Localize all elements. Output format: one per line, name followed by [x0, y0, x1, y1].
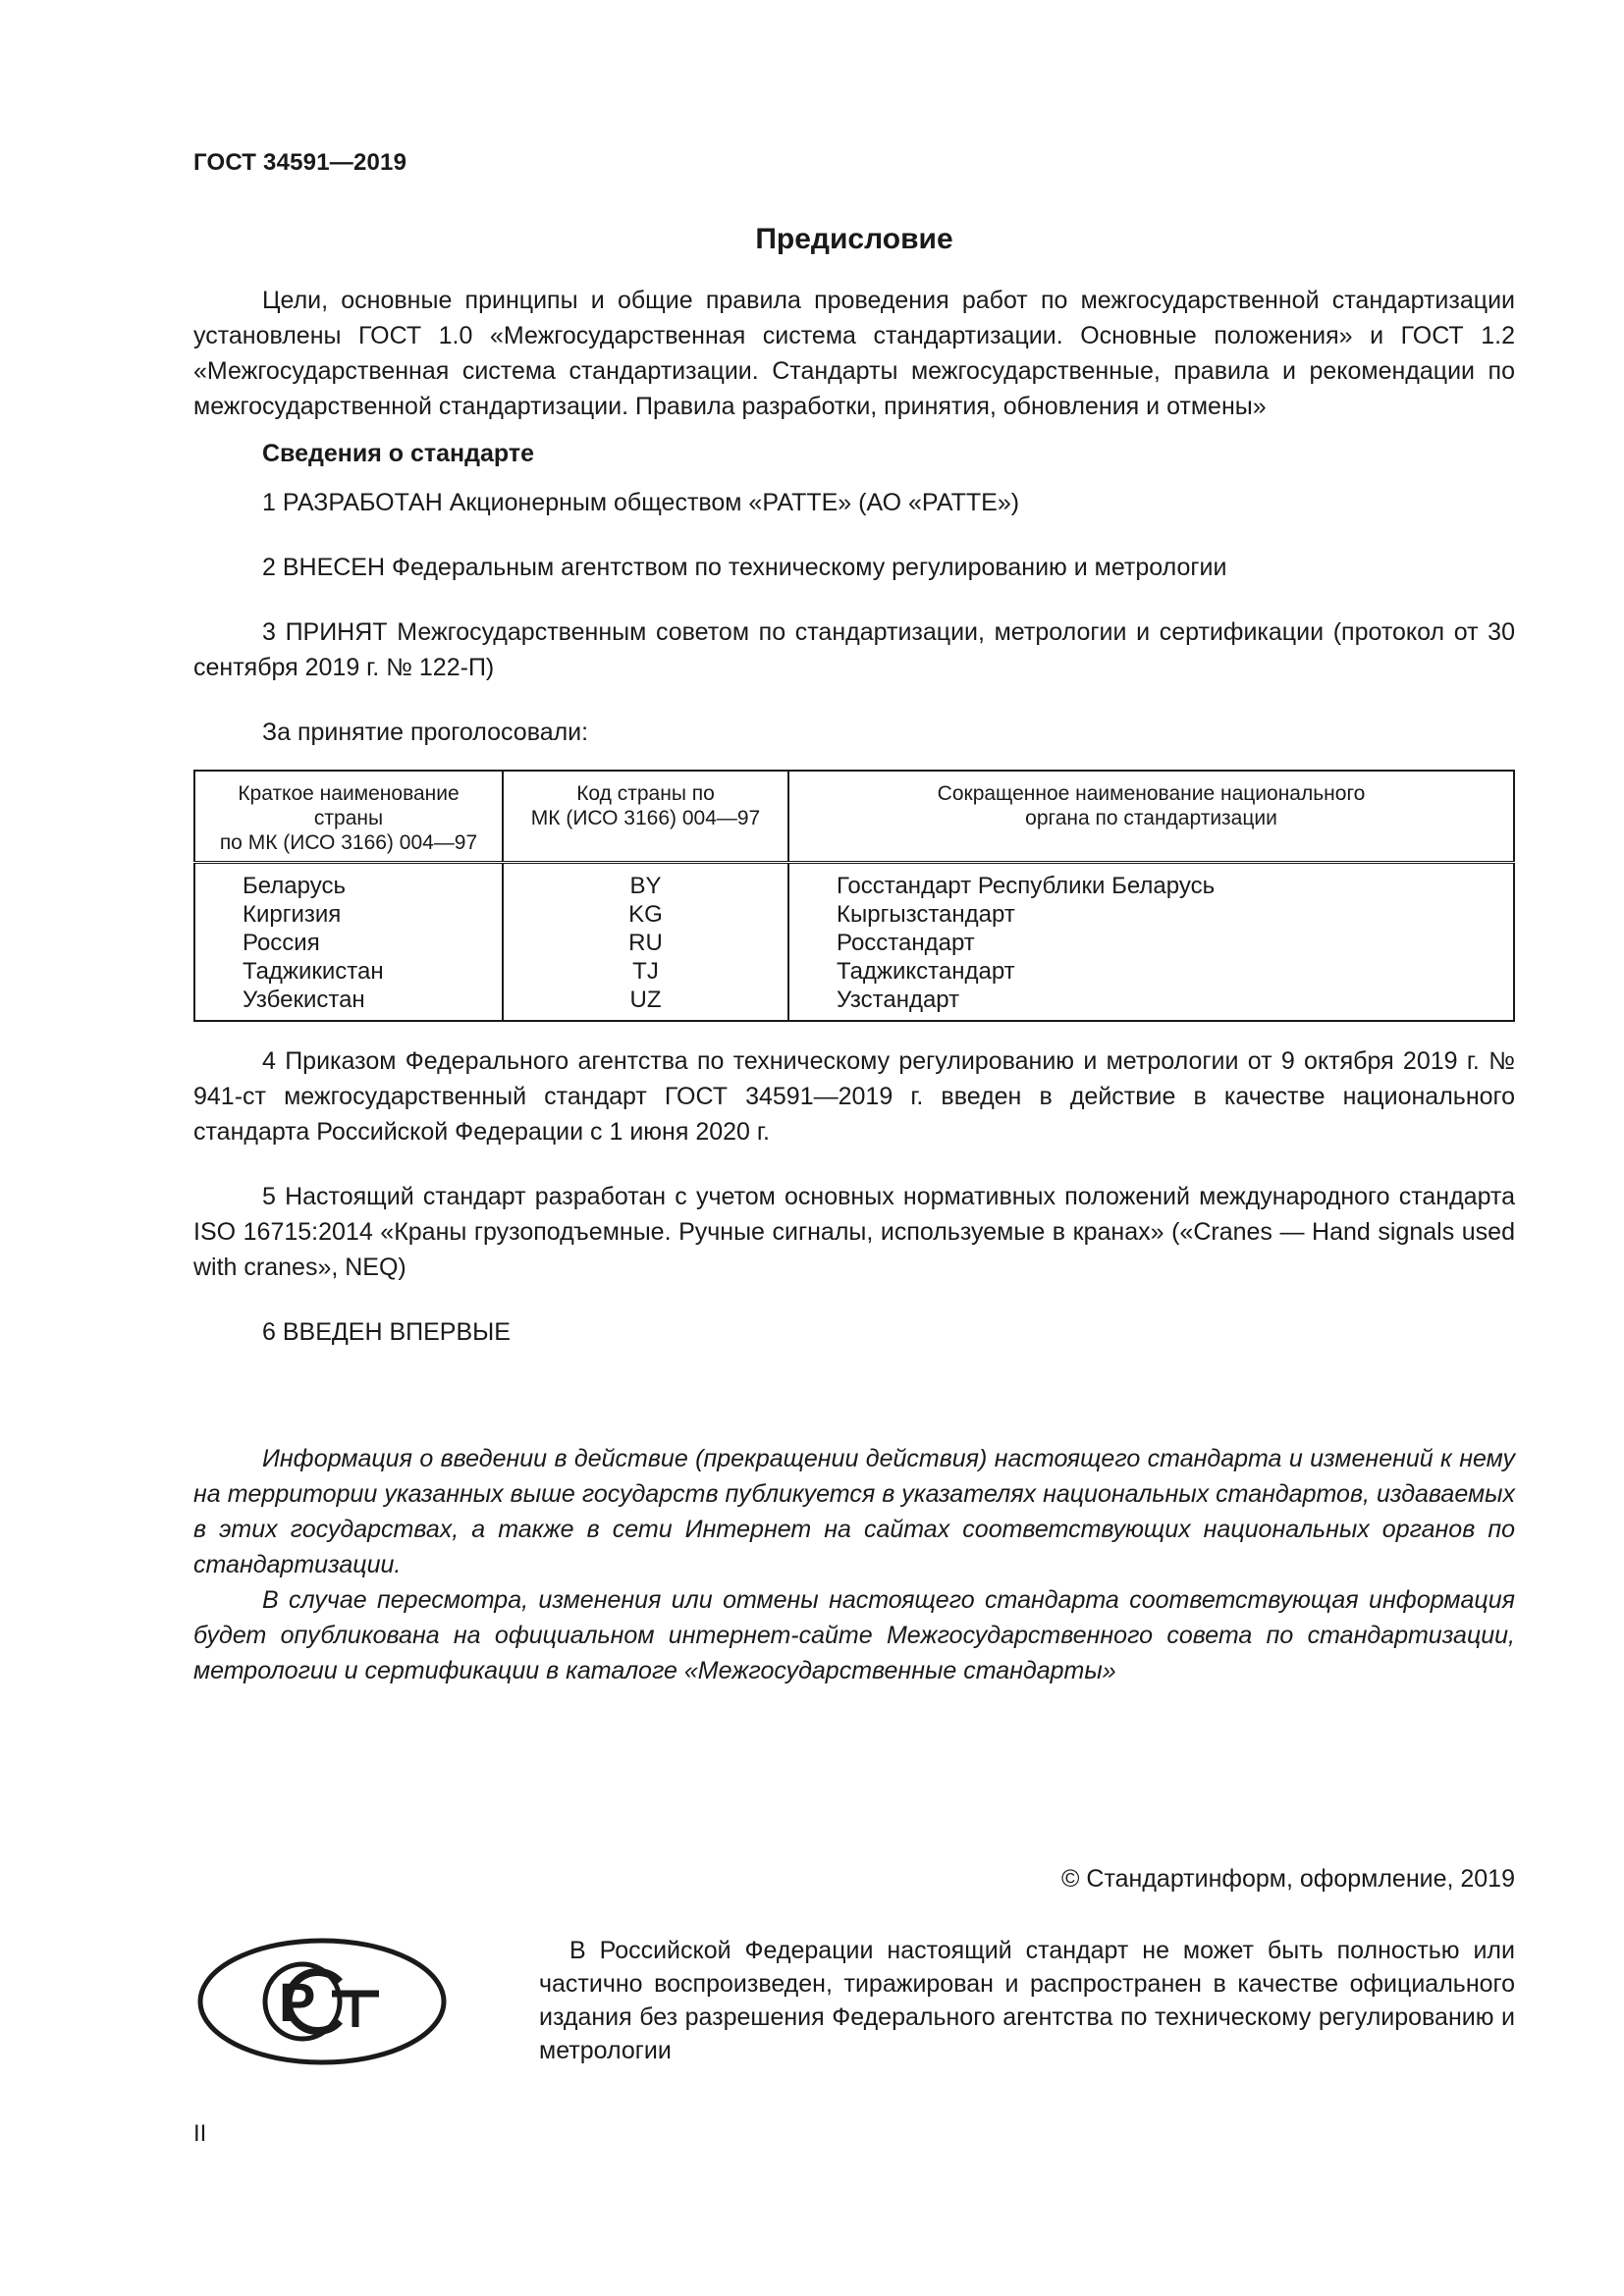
voted-label: За принятие проголосовали:: [262, 719, 589, 746]
table-row: [194, 957, 1514, 986]
item-1: 1 РАЗРАБОТАН Акционерным обществом «РАТТЕ» (АО «РАТТЕ»): [262, 489, 1020, 516]
table-row: [194, 929, 1514, 957]
item-2: 2 ВНЕСЕН Федеральным агентством по техническому регулированию и метрологии: [262, 554, 1227, 581]
gost-r-mark-icon: [196, 1937, 448, 2071]
body-cell: Узстандарт: [837, 987, 960, 1013]
document-id: ГОСТ 34591—2019: [193, 149, 407, 176]
table-header-row: [194, 771, 1514, 863]
rights-notice: В Российской Федерации настоящий стандарт не может быть полностью или частично воспроизведен, тиражирован и распространен в качестве официального издания без разрешения Федерального агентства по техническому регулированию и метрологии: [539, 1937, 1515, 2064]
notice-paragraph-2: В случае пересмотра, изменения или отмены настоящего стандарта соответствующая информация будет опубликована на официальном интернет-сайте Межгосударственного совета по стандартизации, метрологии и сертификации в каталоге «Межгосударственные стандарты»: [193, 1586, 1515, 1684]
country-cell: Россия: [194, 929, 503, 957]
foreword-section: [193, 220, 1515, 1350]
page-title: Предисловие: [755, 223, 953, 255]
item-6: 6 ВВЕДЕН ВПЕРВЫЕ: [262, 1318, 511, 1346]
country-cell: Киргизия: [194, 900, 503, 929]
code-cell: TJ: [503, 957, 788, 986]
body-cell: Росстандарт: [837, 930, 975, 956]
item-3: 3 ПРИНЯТ Межгосударственным советом по стандартизации, метрологии и сертификации (протокол от 30 сентября 2019 г. № 122-П): [193, 618, 1515, 681]
country-cell: Таджикистан: [194, 957, 503, 986]
intro-paragraph: Цели, основные принципы и общие правила проведения работ по межгосударственной стандартизации установлены ГОСТ 1.0 «Межгосударственная система стандартизации. Основные положения» и ГОСТ 1.2 «Межгосударственная система стандартизации. Стандарты межгосударственные, правила и рекомендации по межгосударственной стандартизации. Правила разработки, принятия, обновления и отмены»: [193, 287, 1515, 420]
country-cell: Узбекистан: [194, 986, 503, 1021]
code-cell: RU: [503, 929, 788, 957]
voting-table: [193, 770, 1515, 1022]
code-cell: BY: [503, 863, 788, 901]
body-cell: Таджикстандарт: [837, 958, 1015, 985]
code-cell: UZ: [503, 986, 788, 1021]
country-cell: Беларусь: [194, 863, 503, 901]
table-row: [194, 863, 1514, 901]
copyright-line: © Стандартинформ, оформление, 2019: [1061, 1865, 1515, 1893]
col-header-country: Краткое наименование страны по МК (ИСО 3166) 004—97: [194, 771, 503, 863]
info-heading: Сведения о стандарте: [262, 440, 535, 467]
code-cell: KG: [503, 900, 788, 929]
table-row: [194, 986, 1514, 1021]
table-row: [194, 900, 1514, 929]
notice-paragraph-1: Информация о введении в действие (прекращении действия) настоящего стандарта и изменений к нему на территории указанных выше государств публикуется в указателях национальных стандартов, издаваемых в этих государствах, а также в сети Интернет на сайтах соответствующих национальных органов по стандартизации.: [193, 1445, 1515, 1578]
svg-text:Р: Р: [279, 1971, 316, 2033]
item-4: 4 Приказом Федерального агентства по техническому регулированию и метрологии от 9 октября 2019 г. № 941-ст межгосударственный стандарт ГОСТ 34591—2019 г. введен в действие в качестве национального стандарта Российской Федерации с 1 июня 2020 г.: [193, 1047, 1515, 1146]
body-cell: Госстандарт Республики Беларусь: [837, 873, 1216, 899]
col-header-code: Код страны по МК (ИСО 3166) 004—97: [503, 771, 788, 863]
page-number: II: [193, 2120, 207, 2147]
item-5: 5 Настоящий стандарт разработан с учетом основных нормативных положений международного стандарта ISO 16715:2014 «Краны грузоподъемные. Ручные сигналы, используемые в кранах» («Cranes — Hand signals used with cranes», NEQ): [193, 1183, 1515, 1281]
publication-notice: [193, 1441, 1515, 1688]
col-header-body: Сокращенное наименование национального органа по стандартизации: [788, 771, 1514, 863]
body-cell: Кыргызстандарт: [837, 901, 1015, 928]
